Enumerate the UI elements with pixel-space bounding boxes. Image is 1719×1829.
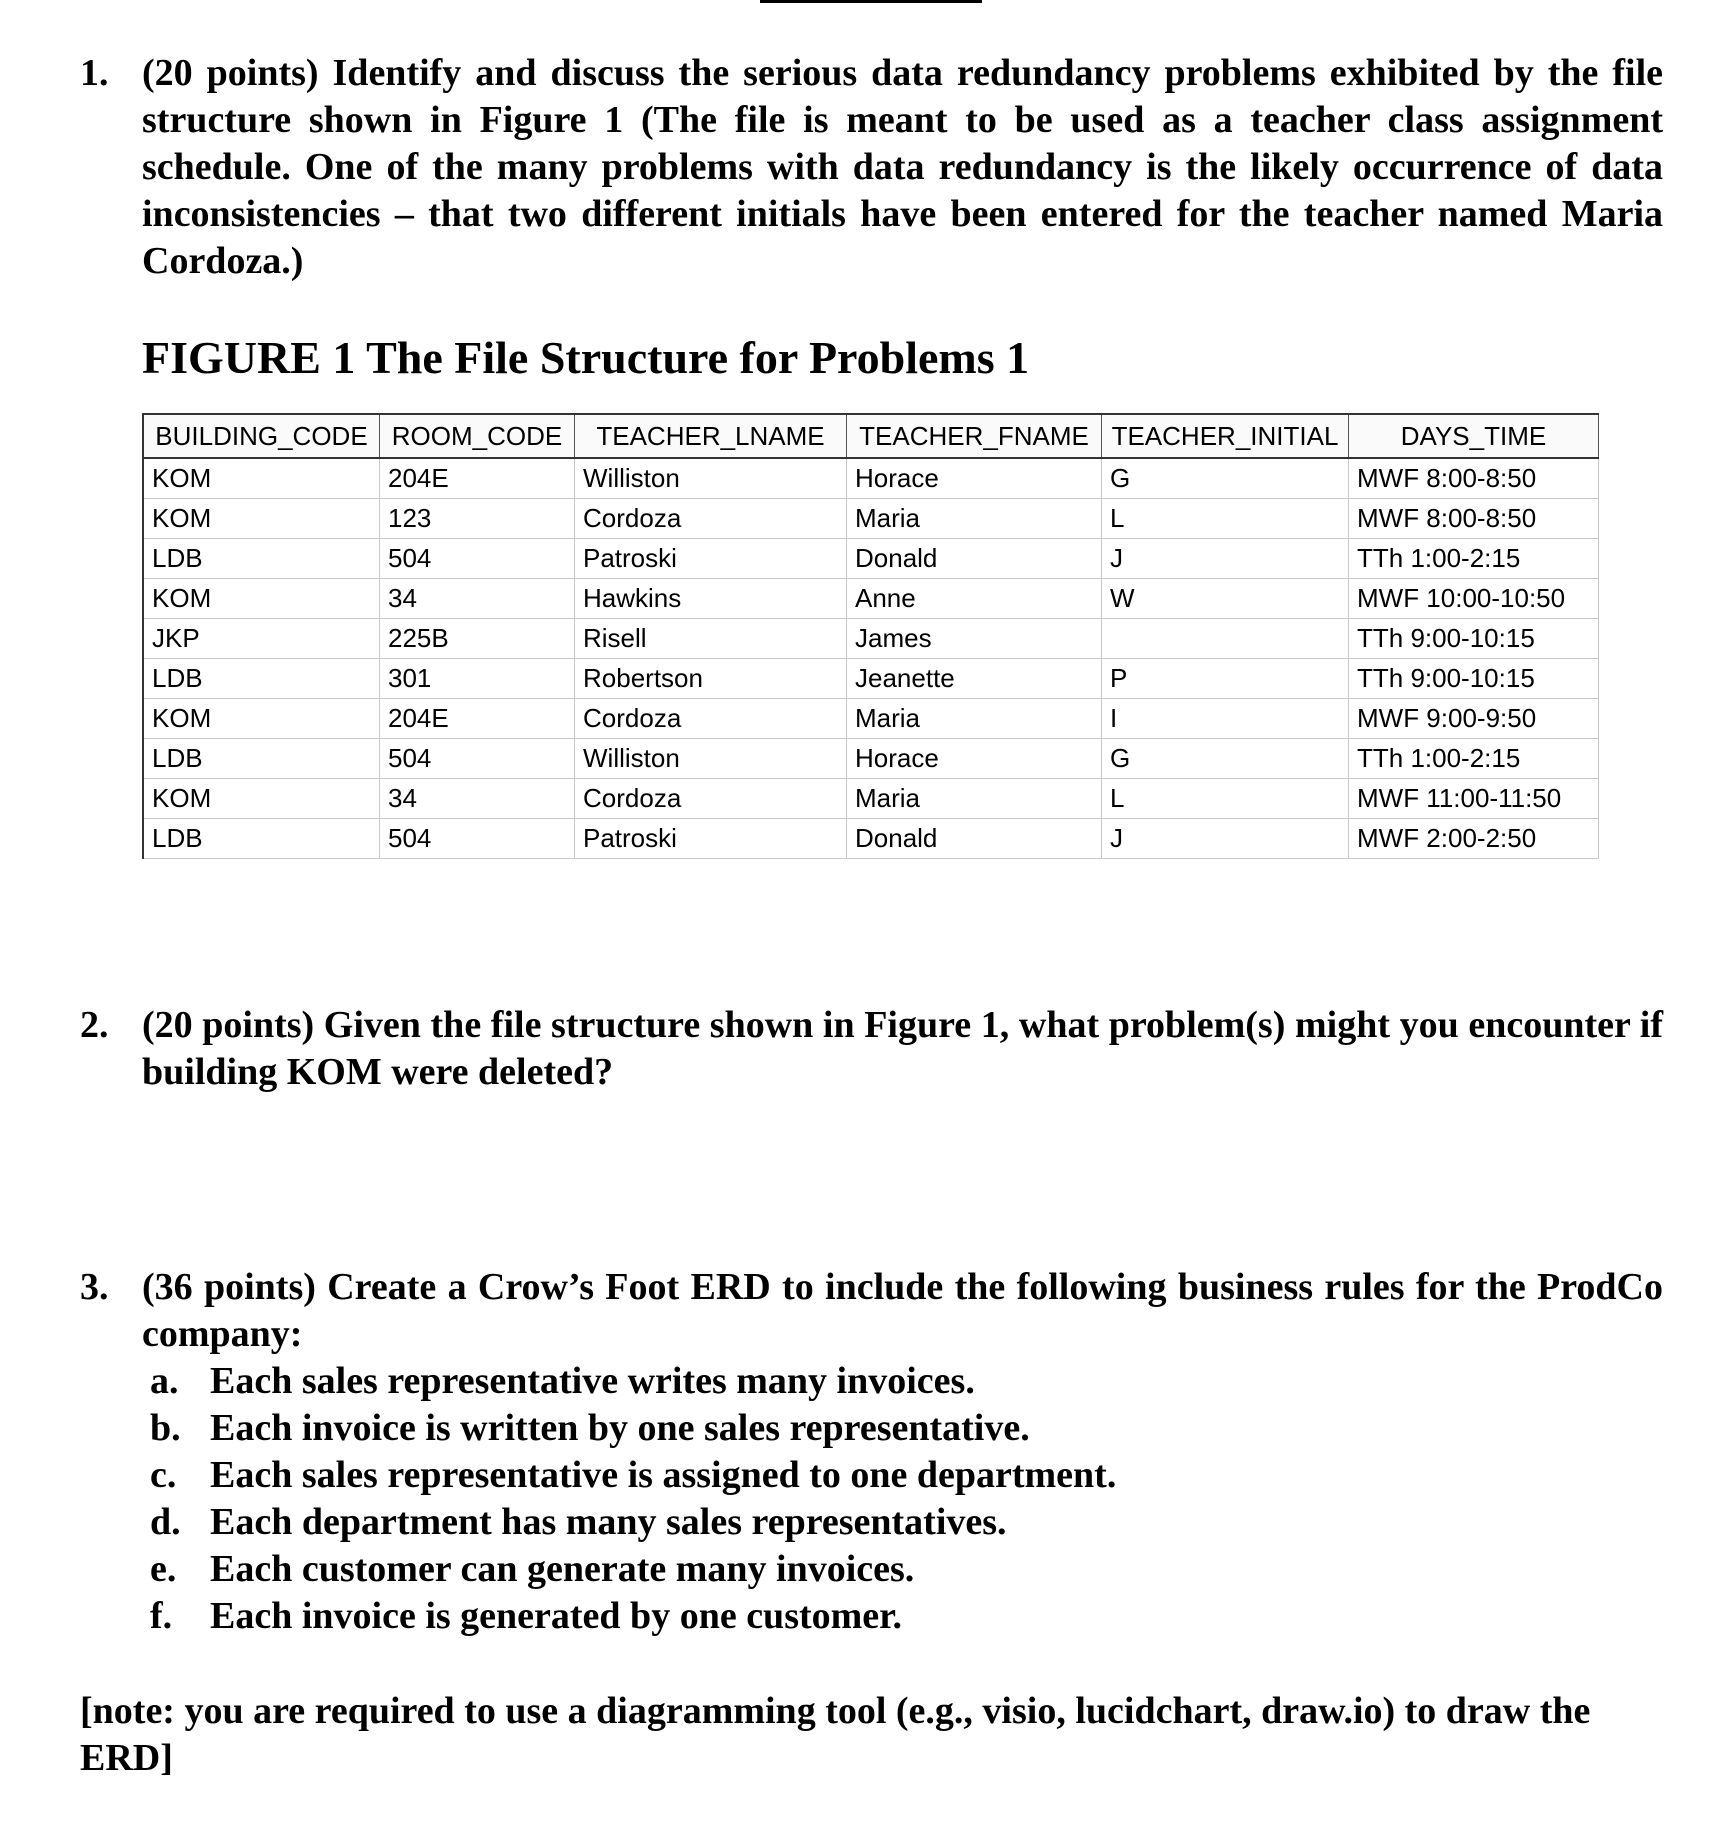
table-row: [143, 739, 1599, 779]
column-header: TEACHER_LNAME: [575, 414, 847, 458]
question-1: [80, 50, 1663, 285]
table-cell: Maria: [847, 499, 1102, 539]
table-cell: Horace: [847, 458, 1102, 499]
table-cell: KOM: [143, 579, 380, 619]
table-cell: Risell: [575, 619, 847, 659]
table-cell: MWF 9:00-9:50: [1349, 699, 1599, 739]
table-row: [143, 458, 1599, 499]
business-rule-letter: d.: [150, 1501, 181, 1543]
table-row: [143, 819, 1599, 859]
table-cell: Williston: [575, 458, 847, 499]
table-cell: 34: [380, 779, 575, 819]
table-row: [143, 659, 1599, 699]
column-header: ROOM_CODE: [380, 414, 575, 458]
column-header: DAYS_TIME: [1349, 414, 1599, 458]
table-cell: L: [1102, 499, 1349, 539]
table-cell: Hawkins: [575, 579, 847, 619]
table-cell: KOM: [143, 499, 380, 539]
table-cell: 204E: [380, 699, 575, 739]
table-cell: Maria: [847, 779, 1102, 819]
business-rule-text: Each customer can generate many invoices.: [210, 1548, 915, 1590]
business-rule-text: Each sales representative writes many invoices.: [210, 1360, 975, 1402]
table-cell: LDB: [143, 539, 380, 579]
business-rule-item: [150, 1452, 1663, 1499]
business-rule-text: Each sales representative is assigned to one department.: [210, 1454, 1117, 1496]
business-rule-letter: e.: [150, 1548, 177, 1590]
column-header: TEACHER_FNAME: [847, 414, 1102, 458]
table-row: [143, 619, 1599, 659]
business-rule-item: [150, 1499, 1663, 1546]
table-cell: 204E: [380, 458, 575, 499]
business-rule-item: [150, 1405, 1663, 1452]
table-row: [143, 779, 1599, 819]
figure-caption: FIGURE 1 The File Structure for Problems 1: [142, 332, 1030, 383]
table-cell: G: [1102, 458, 1349, 499]
question-2-number: 2.: [80, 1004, 109, 1046]
table-cell: Williston: [575, 739, 847, 779]
business-rule-letter: a.: [150, 1360, 179, 1402]
file-structure-table: [142, 413, 1599, 859]
table-cell: Jeanette: [847, 659, 1102, 699]
table-cell: Maria: [847, 699, 1102, 739]
business-rule-letter: f.: [150, 1595, 173, 1637]
table-row: [143, 579, 1599, 619]
table-cell: I: [1102, 699, 1349, 739]
table-row: [143, 539, 1599, 579]
table-cell: LDB: [143, 659, 380, 699]
table-cell: KOM: [143, 699, 380, 739]
table-cell: 504: [380, 739, 575, 779]
table-cell: James: [847, 619, 1102, 659]
question-2-text: (20 points) Given the file structure shown in Figure 1, what problem(s) might you encounter if building KOM were deleted?: [142, 1004, 1663, 1093]
table-cell: TTh 1:00-2:15: [1349, 739, 1599, 779]
business-rule-item: [150, 1358, 1663, 1405]
question-1-number: 1.: [80, 52, 109, 94]
business-rule-text: Each invoice is written by one sales representative.: [210, 1407, 1030, 1449]
business-rule-text: Each invoice is generated by one customer.: [210, 1595, 903, 1637]
table-cell: Donald: [847, 539, 1102, 579]
table-cell: Cordoza: [575, 699, 847, 739]
table-cell: 225B: [380, 619, 575, 659]
table-cell: G: [1102, 739, 1349, 779]
table-cell: Anne: [847, 579, 1102, 619]
table-cell: LDB: [143, 739, 380, 779]
top-rule: [760, 0, 982, 3]
business-rule-letter: c.: [150, 1454, 177, 1496]
business-rule-letter: b.: [150, 1407, 181, 1449]
table-cell: Donald: [847, 819, 1102, 859]
column-header: TEACHER_INITIAL: [1102, 414, 1349, 458]
table-row: [143, 699, 1599, 739]
question-3-text: (36 points) Create a Crow’s Foot ERD to include the following business rules for the ProdCo company:: [142, 1266, 1663, 1355]
question-2: [80, 1002, 1663, 1096]
question-3-number: 3.: [80, 1266, 109, 1308]
table-cell: Patroski: [575, 819, 847, 859]
table-cell: MWF 10:00-10:50: [1349, 579, 1599, 619]
table-cell: Robertson: [575, 659, 847, 699]
table-cell: LDB: [143, 819, 380, 859]
table-cell: 123: [380, 499, 575, 539]
business-rule-text: Each department has many sales representatives.: [210, 1501, 1007, 1543]
table-cell: P: [1102, 659, 1349, 699]
table-cell: JKP: [143, 619, 380, 659]
table-cell: KOM: [143, 779, 380, 819]
table-cell: 504: [380, 539, 575, 579]
table-cell: Cordoza: [575, 499, 847, 539]
question-1-text: (20 points) Identify and discuss the serious data redundancy problems exhibited by the file structure shown in Figure 1 (The file is meant to be used as a teacher class assignment schedule. One of the many problems with data redundancy is the likely occurrence of data inconsistencies – that two different initials have been entered for the teacher named Maria Cordoza.): [142, 52, 1663, 282]
table-cell: J: [1102, 539, 1349, 579]
business-rules-list: [142, 1358, 1663, 1640]
table-cell: TTh 1:00-2:15: [1349, 539, 1599, 579]
table-cell: 504: [380, 819, 575, 859]
table-cell: MWF 2:00-2:50: [1349, 819, 1599, 859]
table-cell: [1102, 619, 1349, 659]
business-rule-item: [150, 1546, 1663, 1593]
table-cell: 301: [380, 659, 575, 699]
table-cell: MWF 11:00-11:50: [1349, 779, 1599, 819]
table-cell: Patroski: [575, 539, 847, 579]
table-cell: W: [1102, 579, 1349, 619]
note-text: [note: you are required to use a diagramming tool (e.g., visio, lucidchart, draw.io) to draw the ERD]: [80, 1690, 1591, 1779]
question-3: [80, 1264, 1663, 1640]
table-cell: 34: [380, 579, 575, 619]
table-cell: KOM: [143, 458, 380, 499]
table-cell: MWF 8:00-8:50: [1349, 458, 1599, 499]
table-cell: TTh 9:00-10:15: [1349, 619, 1599, 659]
table-cell: Horace: [847, 739, 1102, 779]
table-cell: L: [1102, 779, 1349, 819]
column-header: BUILDING_CODE: [143, 414, 380, 458]
table-cell: MWF 8:00-8:50: [1349, 499, 1599, 539]
table-row: [143, 499, 1599, 539]
table-cell: J: [1102, 819, 1349, 859]
table-header-row: [143, 414, 1599, 458]
business-rule-item: [150, 1593, 1663, 1640]
table-cell: Cordoza: [575, 779, 847, 819]
table-cell: TTh 9:00-10:15: [1349, 659, 1599, 699]
